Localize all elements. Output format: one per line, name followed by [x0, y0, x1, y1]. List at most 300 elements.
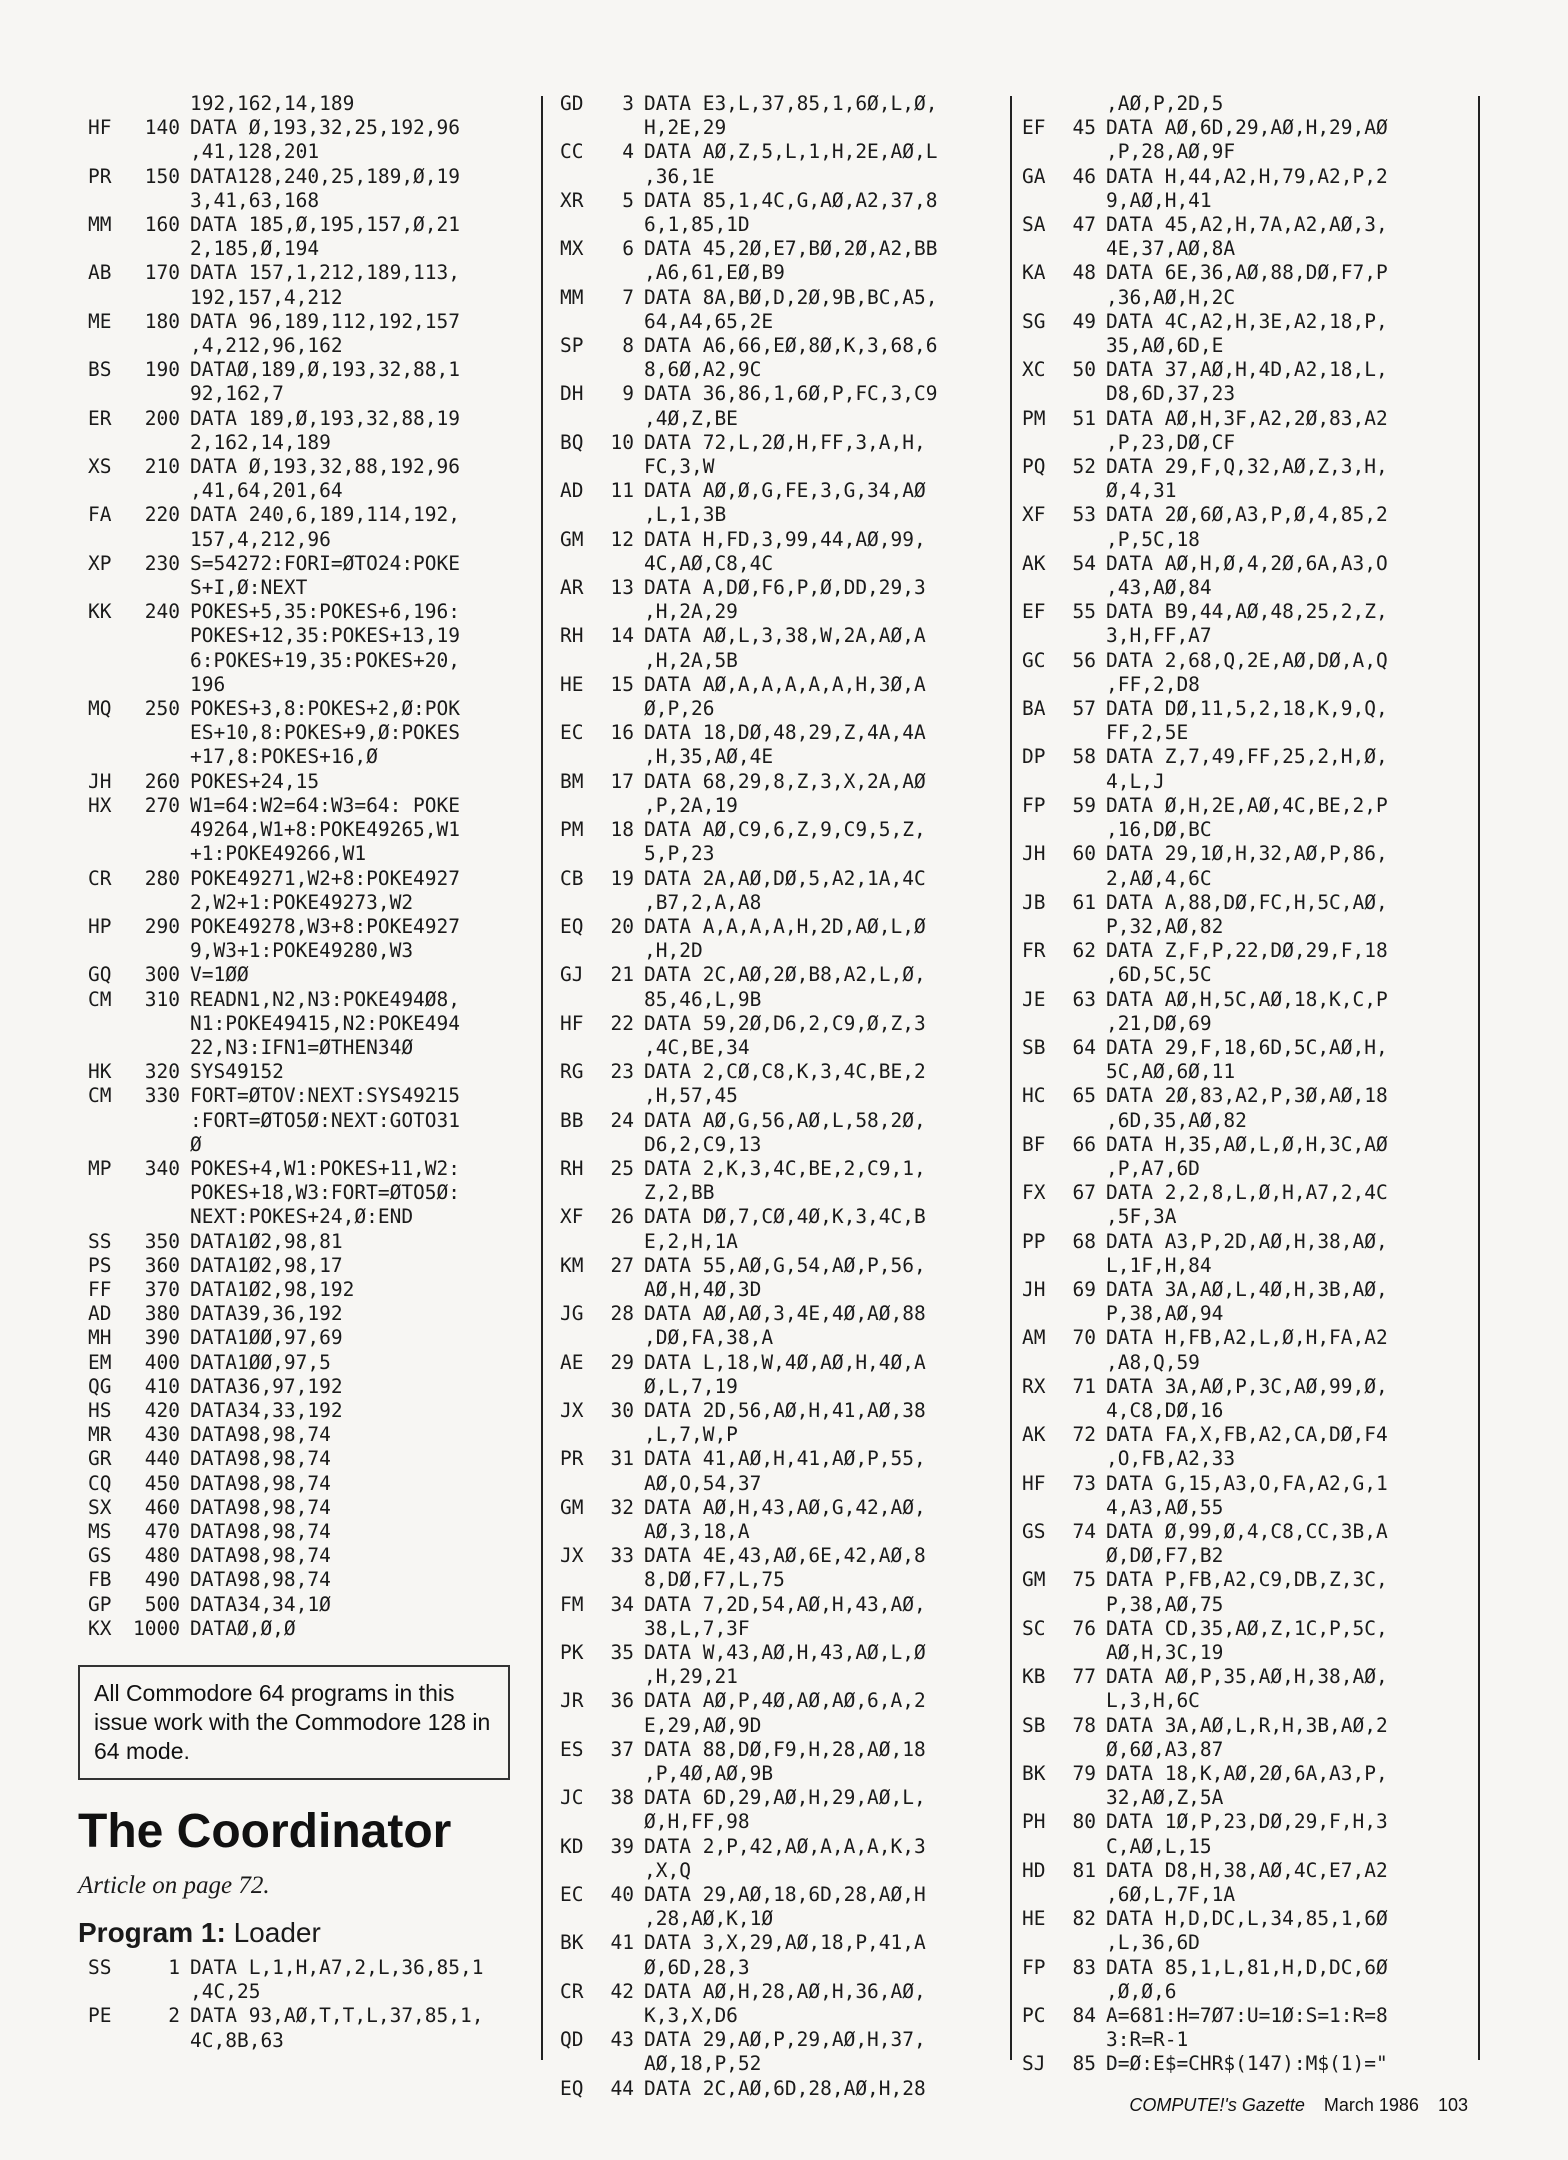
code-text: DATA 3A,AØ,L,R,H,3B,AØ,2: [1106, 1713, 1388, 1737]
code-text: DATA1Ø2,98,192: [190, 1277, 355, 1301]
code-text: S+I,Ø:NEXT: [190, 576, 308, 600]
listing-line: [1022, 649, 1482, 673]
listing-line: [560, 1520, 1000, 1544]
checksum-code: FF: [88, 1277, 112, 1301]
line-number: 17: [610, 769, 634, 793]
checksum-code: RX: [1022, 1374, 1046, 1398]
checksum-code: KX: [88, 1616, 112, 1640]
listing-line: [560, 1593, 1000, 1617]
code-text: DATA 1Ø,P,23,DØ,29,F,H,3: [1106, 1810, 1388, 1834]
listing-line: [1022, 745, 1482, 769]
listing-line: [88, 1520, 524, 1544]
checksum-code: MH: [88, 1326, 112, 1350]
listing-line: [560, 721, 1000, 745]
code-text: AØ,H,3C,19: [1106, 1641, 1224, 1664]
listing-line: [560, 915, 1000, 939]
listing-line: [88, 358, 524, 382]
listing-line: [1022, 1835, 1482, 1859]
code-text: DATA 85,1,4C,G,AØ,A2,37,8: [644, 188, 938, 212]
listing-line: [560, 1375, 1000, 1399]
checksum-code: JX: [560, 1544, 584, 1568]
listing-line: [1022, 939, 1482, 963]
listing-line: [1022, 1447, 1482, 1471]
code-text: ,H,29,21: [644, 1665, 738, 1689]
code-text: DATA AØ,H,3F,A2,2Ø,83,A2: [1106, 406, 1388, 430]
line-number: 56: [1072, 648, 1096, 672]
checksum-code: QG: [88, 1374, 112, 1398]
listing-line: [1022, 261, 1482, 285]
listing-line: [560, 1641, 1000, 1665]
code-text: DATA AØ,H,43,AØ,G,42,AØ,: [644, 1495, 926, 1519]
listing-line: [560, 1665, 1000, 1689]
code-text: ,6D,35,AØ,82: [1106, 1108, 1247, 1132]
listing-line: [1022, 988, 1482, 1012]
listing-line: [1022, 1810, 1482, 1834]
checksum-code: JH: [1022, 1277, 1046, 1301]
checksum-code: KD: [560, 1834, 584, 1858]
listing-line: [88, 261, 524, 285]
code-text: 3:R=R-1: [1106, 2028, 1189, 2052]
listing-line: [88, 939, 524, 963]
code-text: NEXT:POKES+24,Ø:END: [190, 1205, 414, 1229]
listing-line: [88, 165, 524, 189]
line-number: 12: [610, 527, 634, 551]
line-number: 71: [1072, 1374, 1096, 1398]
code-text: POKES+24,15: [190, 769, 320, 793]
code-text: DATA 2A,AØ,DØ,5,A2,1A,4C: [644, 866, 926, 890]
checksum-code: JE: [1022, 987, 1046, 1011]
listing-line: [560, 1060, 1000, 1084]
code-text: N1:POKE49415,N2:POKE494: [190, 1011, 461, 1035]
line-number: 70: [1072, 1326, 1096, 1350]
listing-line: [88, 1496, 524, 1520]
listing-line: [560, 213, 1000, 237]
code-text: DATA DØ,11,5,2,18,K,9,Q,: [1106, 697, 1388, 721]
code-text: POKES+18,W3:FORT=ØTO5Ø:: [190, 1181, 461, 1205]
code-text: DATA A,88,DØ,FC,H,5C,AØ,: [1106, 890, 1388, 914]
checksum-code: PQ: [1022, 455, 1046, 479]
code-text: 6,1,85,1D: [644, 213, 750, 237]
listing-line: [88, 237, 524, 261]
line-number: 31: [610, 1447, 634, 1471]
line-number: 63: [1072, 987, 1096, 1011]
listing-line: [560, 552, 1000, 576]
line-number: 460: [144, 1495, 180, 1519]
line-number: 54: [1072, 551, 1096, 575]
line-number: 30: [610, 1398, 634, 1422]
listing-line: [560, 1133, 1000, 1157]
checksum-code: MP: [88, 1156, 112, 1180]
listing-line: [560, 2004, 1000, 2028]
code-text: 35,AØ,6D,E: [1106, 334, 1224, 358]
line-number: 64: [1072, 1035, 1096, 1059]
listing-line: [88, 1254, 524, 1278]
code-text: H,2E,29: [644, 116, 727, 140]
line-number: 33: [610, 1544, 634, 1568]
checksum-code: XS: [88, 455, 112, 479]
line-number: 61: [1072, 890, 1096, 914]
code-text: S=54272:FORI=ØTO24:POKE: [190, 551, 461, 575]
listing-line: [1022, 1689, 1482, 1713]
listing-line: [88, 1956, 524, 1980]
code-text: L,1F,H,84: [1106, 1253, 1212, 1277]
line-number: 230: [144, 551, 180, 575]
listing-line: [88, 697, 524, 721]
code-text: DATA98,98,74: [190, 1495, 331, 1519]
listing-line: [560, 503, 1000, 527]
listing-line: [560, 1835, 1000, 1859]
line-number: 180: [144, 309, 180, 333]
listing-line: [88, 1544, 524, 1568]
code-text: 64,A4,65,2E: [644, 309, 774, 333]
program-heading: [78, 1916, 524, 1950]
article-reference: Article on page 72.: [78, 1872, 270, 1899]
code-text: 4C,8B,63: [190, 2028, 284, 2052]
checksum-code: PM: [1022, 406, 1046, 430]
listing-line: [560, 2052, 1000, 2076]
line-number: 2: [168, 2004, 180, 2028]
checksum-code: FB: [88, 1568, 112, 1592]
code-text: A=681:H=7Ø7:U=1Ø:S=1:R=8: [1106, 2004, 1388, 2028]
checksum-code: FP: [1022, 1955, 1046, 1979]
code-text: Ø,DØ,F7,B2: [1106, 1544, 1224, 1568]
line-number: 170: [144, 261, 180, 285]
checksum-code: HC: [1022, 1084, 1046, 1108]
listing-line: [560, 697, 1000, 721]
checksum-code: GM: [1022, 1568, 1046, 1592]
code-text: SYS49152: [190, 1060, 284, 1084]
code-text: DATA 3,X,29,AØ,18,P,41,A: [644, 1931, 926, 1955]
checksum-code: EC: [560, 1883, 584, 1907]
listing-line: [88, 1036, 524, 1060]
code-text: DATA 29,1Ø,H,32,AØ,P,86,: [1106, 842, 1388, 866]
line-number: 25: [610, 1156, 634, 1180]
code-text: DATA 2,K,3,4C,BE,2,C9,1,: [644, 1156, 926, 1180]
line-number: 200: [144, 406, 180, 430]
checksum-code: GQ: [88, 963, 112, 987]
code-text: DATA 189,Ø,193,32,88,19: [190, 406, 461, 430]
code-text: ,21,DØ,69: [1106, 1011, 1212, 1035]
listing-line: [88, 600, 524, 624]
code-text: 22,N3:IFN1=ØTHEN34Ø: [190, 1035, 414, 1059]
code-text: 4E,37,AØ,8A: [1106, 237, 1236, 261]
listing-line: [88, 140, 524, 164]
line-number: 60: [1072, 842, 1096, 866]
checksum-code: HX: [88, 793, 112, 817]
line-number: 58: [1072, 745, 1096, 769]
code-text: 2,AØ,4,6C: [1106, 866, 1212, 890]
line-number: 27: [610, 1253, 634, 1277]
listing-line: [88, 213, 524, 237]
checksum-code: RH: [560, 1156, 584, 1180]
listing-line: [1022, 358, 1482, 382]
line-number: 51: [1072, 406, 1096, 430]
code-text: DATA Z,7,49,FF,25,2,H,Ø,: [1106, 745, 1388, 769]
listing-line: [560, 237, 1000, 261]
code-text: Ø,L,7,19: [644, 1374, 738, 1398]
line-number: 410: [144, 1374, 180, 1398]
line-number: 67: [1072, 1181, 1096, 1205]
checksum-code: PC: [1022, 2004, 1046, 2028]
code-text: DATA1Ø2,98,17: [190, 1253, 343, 1277]
code-text: DATA 6E,36,AØ,88,DØ,F7,P: [1106, 261, 1388, 285]
code-text: DATA98,98,74: [190, 1519, 331, 1543]
listing-line: [88, 1593, 524, 1617]
checksum-code: QD: [560, 2028, 584, 2052]
code-text: DATA98,98,74: [190, 1447, 331, 1471]
listing-line: [1022, 140, 1482, 164]
line-number: 66: [1072, 1132, 1096, 1156]
listing-line: [560, 1956, 1000, 1980]
checksum-code: GM: [560, 527, 584, 551]
listing-line: [1022, 334, 1482, 358]
checksum-code: AK: [1022, 1423, 1046, 1447]
checksum-code: HK: [88, 1060, 112, 1084]
listing-line: [1022, 213, 1482, 237]
listing-line: [560, 1254, 1000, 1278]
code-text: K,3,X,D6: [644, 2004, 738, 2028]
listing-line: [88, 1230, 524, 1254]
listing-line: [560, 842, 1000, 866]
listing-line: [88, 528, 524, 552]
line-number: 84: [1072, 2004, 1096, 2028]
code-text: DATA 2C,AØ,2Ø,B8,A2,L,Ø,: [644, 963, 926, 987]
checksum-code: SJ: [1022, 2052, 1046, 2076]
line-number: 50: [1072, 358, 1096, 382]
line-number: 39: [610, 1834, 634, 1858]
code-text: DATA1Ø2,98,81: [190, 1229, 343, 1253]
listing-line: [560, 2028, 1000, 2052]
listing-line: [1022, 1012, 1482, 1036]
listing-line: [88, 334, 524, 358]
code-text: DATA Ø,193,32,25,192,96: [190, 116, 461, 140]
listing-line: [88, 1326, 524, 1350]
code-text: DATA1ØØ,97,5: [190, 1350, 331, 1374]
code-text: DATA AØ,G,56,AØ,L,58,2Ø,: [644, 1108, 926, 1132]
checksum-code: BF: [1022, 1132, 1046, 1156]
checksum-code: PR: [88, 164, 112, 188]
code-text: DATA AØ,P,4Ø,AØ,AØ,6,A,2: [644, 1689, 926, 1713]
checksum-code: ER: [88, 406, 112, 430]
listing-line: [88, 988, 524, 1012]
listing-line: [560, 1472, 1000, 1496]
listing-line: [1022, 697, 1482, 721]
line-number: 11: [610, 479, 634, 503]
listing-line: [560, 2077, 1000, 2101]
listing-line: [560, 1568, 1000, 1592]
listing-line: [1022, 189, 1482, 213]
listing-line: [1022, 915, 1482, 939]
code-text: DATA98,98,74: [190, 1544, 331, 1568]
code-text: DATA 157,1,212,189,113,: [190, 261, 461, 285]
line-number: 290: [144, 914, 180, 938]
code-text: DATA H,FB,A2,L,Ø,H,FA,A2: [1106, 1326, 1388, 1350]
code-text: DATA 18,DØ,48,29,Z,4A,4A: [644, 721, 926, 745]
listing-line: [560, 1447, 1000, 1471]
checksum-code: XP: [88, 551, 112, 575]
code-text: DATA Ø,H,2E,AØ,4C,BE,2,P: [1106, 793, 1388, 817]
checksum-code: PH: [1022, 1810, 1046, 1834]
code-text: DATA AØ,P,35,AØ,H,38,AØ,: [1106, 1665, 1388, 1689]
listing-line: [1022, 1302, 1482, 1326]
code-text: ,H,57,45: [644, 1084, 738, 1108]
code-text: Ø,H,FF,98: [644, 1810, 750, 1834]
checksum-code: BA: [1022, 697, 1046, 721]
checksum-code: JB: [1022, 890, 1046, 914]
code-text: 8,6Ø,A2,9C: [644, 358, 762, 382]
listing-line: [560, 1012, 1000, 1036]
code-text: 32,AØ,Z,5A: [1106, 1786, 1224, 1810]
code-text: Ø,6Ø,A3,87: [1106, 1737, 1224, 1761]
code-text: DATA 45,2Ø,E7,BØ,2Ø,A2,BB: [644, 237, 938, 261]
listing-line: [1022, 1109, 1482, 1133]
checksum-code: SP: [560, 334, 584, 358]
checksum-code: MM: [560, 285, 584, 309]
line-number: 250: [144, 697, 180, 721]
listing-line: [1022, 1230, 1482, 1254]
listing-line: [88, 2029, 524, 2053]
line-number: 210: [144, 455, 180, 479]
line-number: 470: [144, 1519, 180, 1543]
listing-line: [1022, 1714, 1482, 1738]
listing-line: [560, 770, 1000, 794]
checksum-code: AD: [88, 1302, 112, 1326]
code-text: DATA A,A,A,A,H,2D,AØ,L,Ø: [644, 914, 926, 938]
line-number: 350: [144, 1229, 180, 1253]
line-number: 20: [610, 914, 634, 938]
listing-line: [560, 334, 1000, 358]
listing-line: [560, 528, 1000, 552]
checksum-code: FM: [560, 1592, 584, 1616]
listing-line: [1022, 1617, 1482, 1641]
listing-line: [1022, 2052, 1482, 2076]
line-number: 48: [1072, 261, 1096, 285]
code-text: ,16,DØ,BC: [1106, 818, 1212, 842]
listing-line: [560, 1423, 1000, 1447]
listing-line: [1022, 1786, 1482, 1810]
listing-line: [1022, 794, 1482, 818]
code-text: E,29,AØ,9D: [644, 1713, 762, 1737]
line-number: 360: [144, 1253, 180, 1277]
code-text: +1:POKE49266,W1: [190, 842, 367, 866]
listing-line: [1022, 1472, 1482, 1496]
listing-line: [1022, 1205, 1482, 1229]
code-text: AØ,H,4Ø,3D: [644, 1277, 762, 1301]
checksum-code: SC: [1022, 1616, 1046, 1640]
line-number: 49: [1072, 309, 1096, 333]
line-number: 400: [144, 1350, 180, 1374]
code-text: DATA AØ,C9,6,Z,9,C9,5,Z,: [644, 818, 926, 842]
listing-line: [560, 1278, 1000, 1302]
listing-line: [1022, 286, 1482, 310]
listing-line: [1022, 552, 1482, 576]
listing-line: [1022, 1375, 1482, 1399]
line-number: 220: [144, 503, 180, 527]
line-number: 75: [1072, 1568, 1096, 1592]
code-text: P,38,AØ,94: [1106, 1302, 1224, 1326]
code-text: DATA AØ,L,3,38,W,2A,AØ,A: [644, 624, 926, 648]
line-number: 81: [1072, 1858, 1096, 1882]
listing-line: [1022, 600, 1482, 624]
listing-line: [1022, 1351, 1482, 1375]
code-text: POKES+12,35:POKES+13,19: [190, 624, 461, 648]
code-text: Ø,P,26: [644, 697, 715, 721]
code-text: DATA AØ,A,A,A,A,A,H,3Ø,A: [644, 672, 926, 696]
checksum-code: JH: [88, 769, 112, 793]
code-text: ,4Ø,Z,BE: [644, 406, 738, 430]
line-number: 85: [1072, 2052, 1096, 2076]
listing-line: [88, 1375, 524, 1399]
checksum-code: CQ: [88, 1471, 112, 1495]
listing-line: [560, 1157, 1000, 1181]
listing-line: [560, 261, 1000, 285]
listing-line: [88, 1617, 524, 1641]
checksum-code: EF: [1022, 600, 1046, 624]
program-listing: [560, 92, 1000, 2101]
code-text: Ø: [190, 1132, 202, 1156]
code-text: DATA 29,AØ,P,29,AØ,H,37,: [644, 2028, 926, 2052]
checksum-code: JH: [1022, 842, 1046, 866]
listing-line: [560, 1109, 1000, 1133]
checksum-code: BK: [1022, 1762, 1046, 1786]
listing-line: [88, 794, 524, 818]
listing-line: [560, 1496, 1000, 1520]
listing-column-3: [1022, 92, 1482, 2077]
listing-line: [560, 1907, 1000, 1931]
checksum-code: GR: [88, 1447, 112, 1471]
listing-line: [1022, 1568, 1482, 1592]
line-number: 21: [610, 963, 634, 987]
code-text: ,H,2A,5B: [644, 648, 738, 672]
code-text: DATA 2D,56,AØ,H,41,AØ,38: [644, 1398, 926, 1422]
listing-line: [88, 1278, 524, 1302]
listing-line: [88, 867, 524, 891]
code-text: ,41,64,201,64: [190, 479, 343, 503]
listing-line: [560, 382, 1000, 406]
listing-line: [560, 745, 1000, 769]
code-text: 8,DØ,F7,L,75: [644, 1568, 785, 1592]
code-text: D6,2,C9,13: [644, 1132, 762, 1156]
listing-line: [560, 649, 1000, 673]
listing-line: [88, 1157, 524, 1181]
checksum-code: SG: [1022, 309, 1046, 333]
listing-line: [1022, 721, 1482, 745]
listing-line: [1022, 818, 1482, 842]
checksum-code: GP: [88, 1592, 112, 1616]
line-number: 310: [144, 987, 180, 1011]
checksum-code: SB: [1022, 1035, 1046, 1059]
listing-line: [560, 1931, 1000, 1955]
line-number: 43: [610, 2028, 634, 2052]
listing-line: [560, 1230, 1000, 1254]
issue-date: March 1986: [1323, 2095, 1419, 2115]
code-text: DATAØ,189,Ø,193,32,88,1: [190, 358, 461, 382]
line-number: 320: [144, 1060, 180, 1084]
checksum-code: CM: [88, 1084, 112, 1108]
checksum-code: DH: [560, 382, 584, 406]
code-text: DATA H,35,AØ,L,Ø,H,3C,AØ: [1106, 1132, 1388, 1156]
checksum-code: CR: [88, 866, 112, 890]
code-text: DATA 3A,AØ,P,3C,AØ,99,Ø,: [1106, 1374, 1388, 1398]
line-number: 3: [622, 92, 634, 115]
code-text: DATA CD,35,AØ,Z,1C,P,5C,: [1106, 1616, 1388, 1640]
line-number: 480: [144, 1544, 180, 1568]
line-number: 22: [610, 1011, 634, 1035]
line-number: 28: [610, 1302, 634, 1326]
listing-line: [88, 576, 524, 600]
checksum-code: GA: [1022, 164, 1046, 188]
listing-line: [88, 479, 524, 503]
